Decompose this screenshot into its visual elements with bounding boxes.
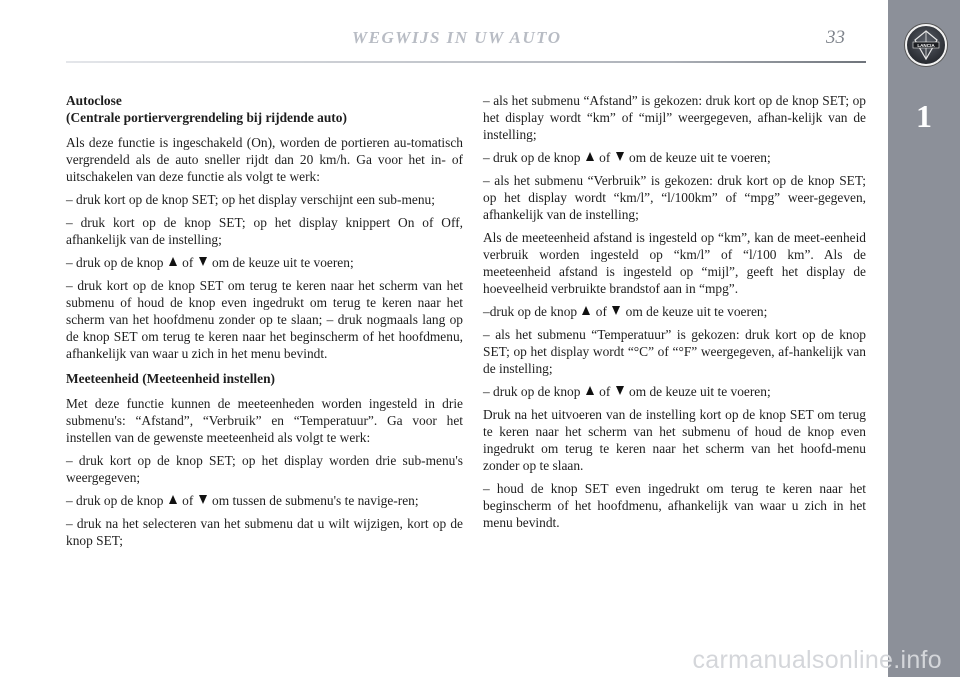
step-text: – druk op de knop <box>483 150 584 165</box>
chapter-number: 1 <box>916 98 932 134</box>
autoclose-step-4: – druk kort op de knop SET om terug te keren naar het scherm van het submenu of houd de knop even ingedrukt om terug te keren naar het scherm van het hoofdmenu zonder op te slaan; – druk nogmaals lang op de knop SET om terug te keren naar het beginscherm of het hoofdmenu, afhankelijk van waar u zich in het menu bevindt. <box>66 278 463 361</box>
step-text: of <box>595 384 614 399</box>
right-column <box>483 92 866 537</box>
triangle-up-icon <box>169 257 177 266</box>
step-text: om de keuze uit te voeren; <box>208 255 354 270</box>
chapter-sidebar <box>888 0 960 677</box>
meeteenheid-step-3: – druk na het selecteren van het submenu dat u wilt wijzigen, kort op de knop SET; <box>66 516 463 548</box>
triangle-up-icon <box>582 306 590 315</box>
temperatuur-step: – als het submenu “Temperatuur” is gekozen: druk kort op de knop SET; op het display wordt “°C” of “°F” weergegeven, af-hankelijk van de instelling; <box>483 327 866 376</box>
autoclose-step-1: – druk kort op de knop SET; op het display verschijnt een sub-menu; <box>66 192 435 207</box>
watermark: carmanualsonline.info <box>692 646 942 674</box>
finish-instruction: Druk na het uitvoeren van de instelling kort op de knop SET om terug te keren naar het scherm van het submenu of houd de knop even ingedrukt om terug te keren naar het scherm van het hoofd-menu zonder op te slaan. <box>483 407 866 473</box>
triangle-up-icon <box>586 152 594 161</box>
left-column <box>66 92 463 555</box>
verbruik-note: Als de meeteenheid afstand is ingesteld op “km”, kan de meet-eenheid verbruik worden ingesteld op “km/l” of “l/100 km”. Als de meeteenheid afstand is ingesteld op “mijl”, geeft het display de hoeveelheid verbruikte brandstof aan in “mpg”. <box>483 230 866 296</box>
triangle-down-icon <box>199 495 207 504</box>
verbruik-choose-step <box>483 303 866 320</box>
lancia-logo-svg <box>907 26 945 64</box>
step-text: om tussen de submenu's te navige-ren; <box>208 493 419 508</box>
autoclose-step-3 <box>66 254 463 271</box>
autoclose-heading <box>66 92 463 126</box>
step-text: om de keuze uit te voeren; <box>622 304 768 319</box>
verbruik-step: – als het submenu “Verbruik” is gekozen: druk kort op de knop SET; op het display wordt “km/l”, “l/100km” of “mpg” weer-gegeven, afhankelijk van de instelling; <box>483 173 866 222</box>
header-divider <box>66 61 866 63</box>
step-text: – druk op de knop <box>483 384 584 399</box>
triangle-up-icon <box>586 386 594 395</box>
temperatuur-choose-step <box>483 383 866 400</box>
triangle-up-icon <box>169 495 177 504</box>
afstand-choose-step <box>483 149 866 166</box>
step-text: of <box>178 493 197 508</box>
step-text: of <box>592 304 611 319</box>
triangle-down-icon <box>199 257 207 266</box>
page-number: 33 <box>826 27 845 48</box>
autoclose-step-2: – druk kort op de knop SET; op het display knippert On of Off, afhankelijk van de instelling; <box>66 215 463 247</box>
autoclose-intro: Als deze functie is ingeschakeld (On), worden de portieren au-tomatisch vergrendeld als de auto sneller rijdt dan 20 km/h. Ga voor het in- of uitschakelen van deze functie als volgt te werk: <box>66 135 463 184</box>
afstand-step: – als het submenu “Afstand” is gekozen: druk kort op de knop SET; op het display wordt “km” of “mijl” weergegeven, afhan-kelijk van de instelling; <box>483 93 866 142</box>
meeteenheid-intro: Met deze functie kunnen de meeteenheden worden ingesteld in drie submenu's: “Afstand”, “Verbruik” en “Temperatuur”. Ga voor het instellen van de gewenste meeteenheid als volgt te werk: <box>66 396 463 445</box>
step-text: om de keuze uit te voeren; <box>625 384 771 399</box>
step-text: – druk op de knop <box>66 255 167 270</box>
triangle-down-icon <box>616 152 624 161</box>
meeteenheid-heading: Meeteenheid (Meeteenheid instellen) <box>66 371 275 386</box>
autoclose-title: Autoclose <box>66 93 122 108</box>
meeteenheid-step-2 <box>66 492 463 509</box>
return-instruction: – houd de knop SET even ingedrukt om terug te keren naar het beginscherm of het hoofdmenu, afhankelijk van waar u zich in het menu bevindt. <box>483 481 866 530</box>
autoclose-subtitle: (Centrale portiervergrendeling bij rijdende auto) <box>66 110 347 125</box>
page-header-title: WEGWIJS IN UW AUTO <box>352 28 562 47</box>
triangle-down-icon <box>616 386 624 395</box>
lancia-logo-icon <box>905 24 947 66</box>
step-text: of <box>595 150 614 165</box>
step-text: –druk op de knop <box>483 304 581 319</box>
logo-text: LANCIA <box>917 43 935 48</box>
step-text: of <box>178 255 197 270</box>
step-text: – druk op de knop <box>66 493 167 508</box>
triangle-down-icon <box>612 306 620 315</box>
step-text: om de keuze uit te voeren; <box>625 150 771 165</box>
meeteenheid-step-1: – druk kort op de knop SET; op het display worden drie sub-menu's weergegeven; <box>66 453 463 485</box>
